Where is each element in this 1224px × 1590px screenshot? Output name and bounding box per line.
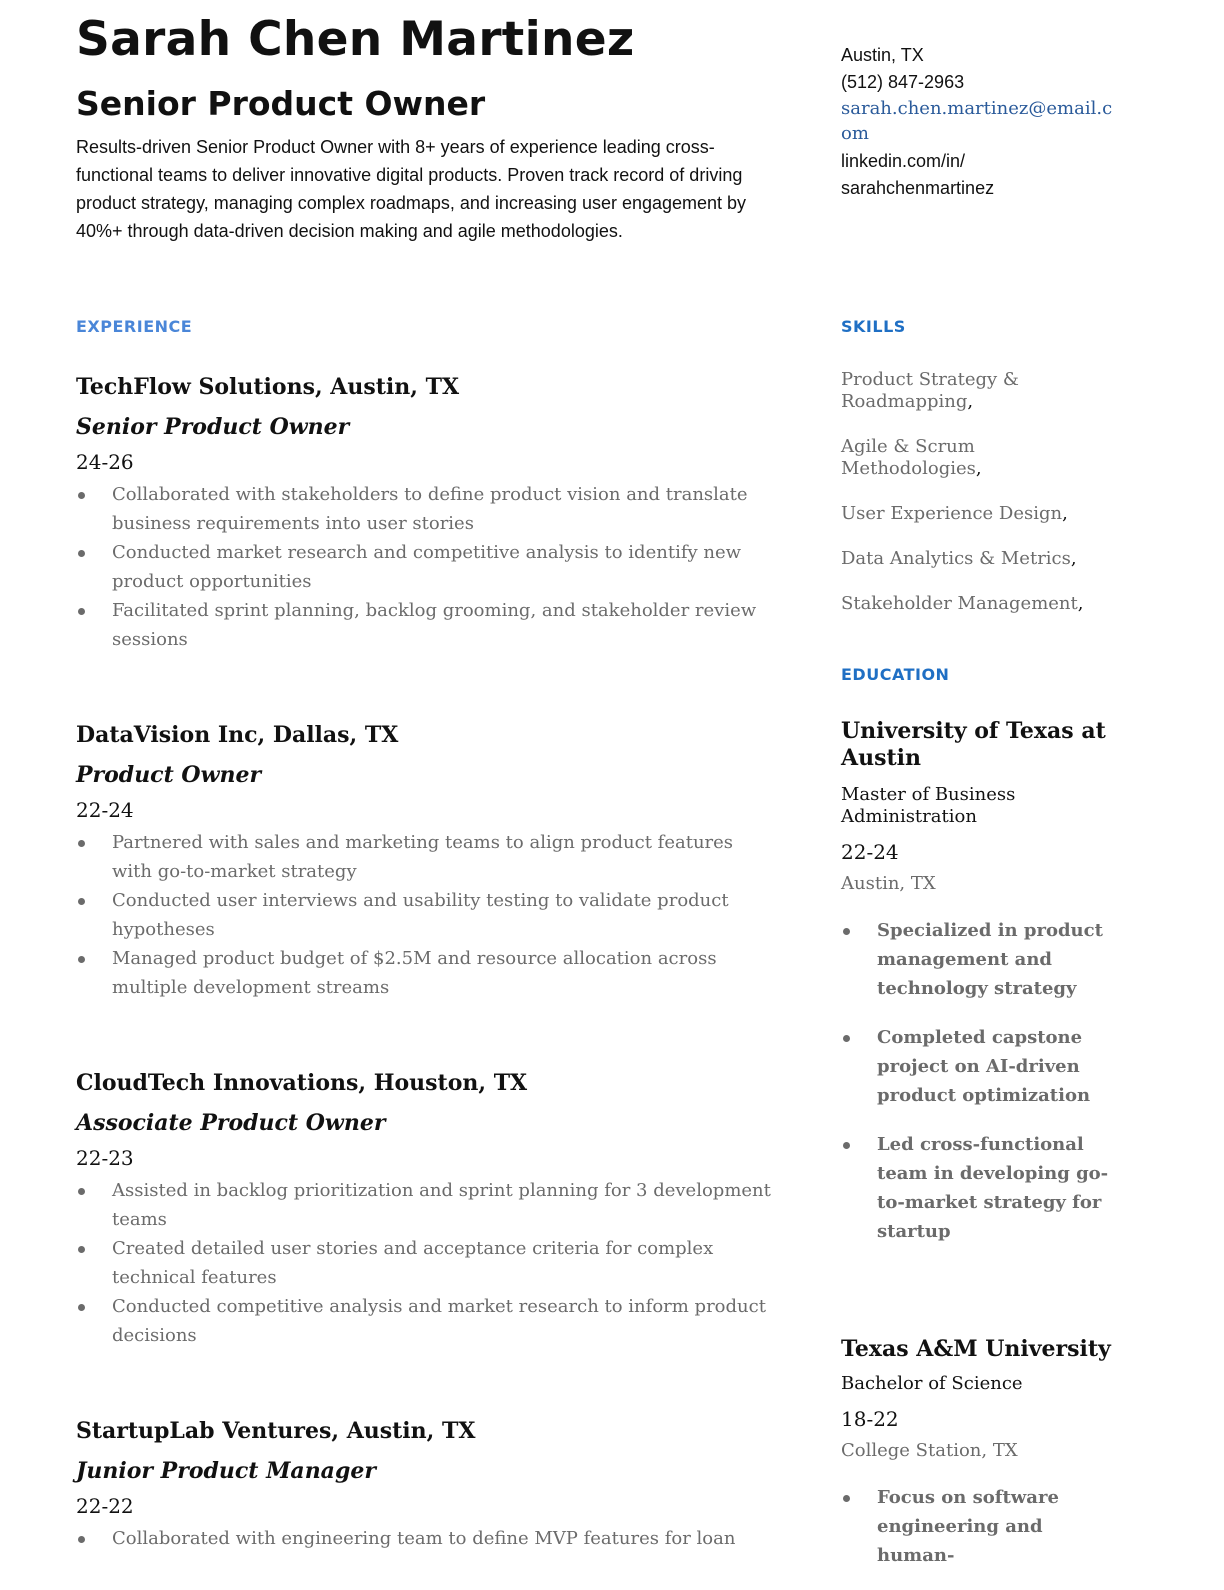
skill-item [841, 503, 1121, 525]
job-bullets [76, 828, 776, 1002]
bullet-text: Created detailed user stories and acceptance criteria for complex technical features [112, 1238, 714, 1288]
bullet-icon [843, 1142, 850, 1149]
skill-text: Agile & Scrum Methodologies [841, 436, 976, 479]
job-title: Associate Product Owner [76, 1110, 386, 1136]
education-bullets [841, 916, 1116, 1246]
education-bullets [841, 1483, 1116, 1570]
skill-text: Product Strategy & Roadmapping [841, 369, 1019, 412]
list-item [841, 1130, 1116, 1246]
contact-linkedin: linkedin.com/in/ sarahchenmartinez [841, 151, 995, 198]
bullet-text: Facilitated sprint planning, backlog grooming, and stakeholder review sessions [112, 600, 757, 650]
skill-item [841, 548, 1121, 570]
bullet-icon [78, 1188, 85, 1195]
list-item [76, 944, 776, 1002]
education-heading: EDUCATION [841, 665, 950, 684]
skills-list [841, 369, 1121, 638]
bullet-icon [78, 1246, 85, 1253]
list-item [76, 1176, 776, 1234]
bullet-icon [78, 608, 85, 615]
skill-text: Stakeholder Management [841, 593, 1078, 614]
contact-email-link[interactable]: sarah.chen.martinez@email.com [841, 98, 1113, 144]
list-item [76, 1524, 776, 1553]
skill-separator: , [1070, 548, 1077, 569]
bullet-icon [843, 1495, 850, 1502]
bullet-text: Assisted in backlog prioritization and sprint planning for 3 development teams [112, 1180, 771, 1230]
skill-separator: , [1062, 503, 1068, 524]
list-item [841, 1023, 1116, 1110]
education-dates: 18-22 [841, 1407, 899, 1431]
company-name: TechFlow Solutions, Austin, TX [76, 374, 460, 400]
skill-item [841, 436, 1121, 480]
candidate-title: Senior Product Owner [76, 84, 486, 123]
job-dates: 24-26 [76, 450, 134, 474]
job-bullets [76, 1176, 776, 1350]
list-item [76, 1292, 776, 1350]
job-title: Product Owner [76, 762, 262, 788]
bullet-text: Conducted user interviews and usability testing to validate product hypotheses [112, 890, 729, 940]
bullet-icon [78, 1304, 85, 1311]
job-bullets [76, 480, 776, 654]
experience-entry [76, 720, 776, 1002]
bullet-icon [78, 492, 85, 499]
bullet-text: Collaborated with engineering team to define MVP features for loan [112, 1528, 736, 1549]
list-item [76, 480, 776, 538]
skills-heading: SKILLS [841, 317, 906, 336]
company-name: CloudTech Innovations, Houston, TX [76, 1070, 528, 1096]
bullet-icon [78, 1536, 85, 1543]
job-title: Junior Product Manager [76, 1458, 376, 1484]
bullet-icon [843, 928, 850, 935]
degree-name: Master of Business Administration [841, 784, 1016, 827]
bullet-text: Managed product budget of $2.5M and resource allocation across multiple development streams [112, 948, 717, 998]
bullet-text: Collaborated with stakeholders to define product vision and translate business requirements into user stories [112, 484, 748, 534]
skill-separator: , [975, 458, 982, 479]
list-item [841, 916, 1116, 1003]
list-item [76, 538, 776, 596]
experience-entry [76, 1068, 776, 1350]
education-location: Austin, TX [841, 873, 936, 894]
contact-block [841, 42, 1116, 202]
skill-separator: , [967, 391, 974, 412]
job-dates: 22-24 [76, 798, 134, 822]
bullet-icon [843, 1035, 850, 1042]
degree-name: Bachelor of Science [841, 1373, 1023, 1394]
skill-item [841, 369, 1121, 413]
list-item [76, 886, 776, 944]
list-item [76, 1234, 776, 1292]
experience-entry [76, 372, 776, 654]
experience-entry [76, 1416, 776, 1553]
bullet-text: Focus on software engineering and human- [877, 1487, 1059, 1566]
bullet-icon [78, 550, 85, 557]
list-item [841, 1483, 1116, 1570]
skill-text: Data Analytics & Metrics [841, 548, 1071, 569]
school-name: Texas A&M University [841, 1336, 1111, 1362]
company-name: DataVision Inc, Dallas, TX [76, 722, 399, 748]
bullet-text: Completed capstone project on AI-driven product optimization [877, 1027, 1091, 1106]
skill-text: User Experience Design [841, 503, 1063, 524]
education-dates: 22-24 [841, 840, 899, 864]
bullet-text: Specialized in product management and technology strategy [877, 920, 1103, 999]
bullet-text: Partnered with sales and marketing teams to align product features with go-to-market strategy [112, 832, 734, 882]
bullet-icon [78, 840, 85, 847]
school-name: University of Texas at Austin [841, 718, 1106, 771]
contact-phone: (512) 847-2963 [841, 72, 965, 92]
experience-heading: EXPERIENCE [76, 317, 193, 336]
job-dates: 22-22 [76, 1494, 134, 1518]
candidate-name: Sarah Chen Martinez [76, 12, 635, 67]
job-bullets [76, 1524, 776, 1553]
skill-item [841, 593, 1121, 615]
bullet-text: Conducted competitive analysis and market research to inform product decisions [112, 1296, 766, 1346]
list-item [76, 828, 776, 886]
bullet-text: Conducted market research and competitive analysis to identify new product opportunities [112, 542, 742, 592]
list-item [76, 596, 776, 654]
bullet-text: Led cross-functional team in developing go-to-market strategy for startup [877, 1134, 1109, 1242]
skill-separator: , [1077, 593, 1084, 614]
education-entry [841, 1336, 1116, 1590]
education-entry [841, 718, 1116, 1266]
education-location: College Station, TX [841, 1440, 1018, 1461]
job-title: Senior Product Owner [76, 414, 350, 440]
job-dates: 22-23 [76, 1146, 134, 1170]
summary-text: Results-driven Senior Product Owner with 8+ years of experience leading cross-functional teams to deliver innovative digital products. Proven track record of driving product strategy, managing complex roadmaps, and increasing user engagement by 40%+ through data-driven decision making and agile methodologies. [76, 137, 747, 241]
bullet-icon [78, 898, 85, 905]
bullet-icon [78, 956, 85, 963]
company-name: StartupLab Ventures, Austin, TX [76, 1418, 476, 1444]
contact-location: Austin, TX [841, 45, 924, 65]
